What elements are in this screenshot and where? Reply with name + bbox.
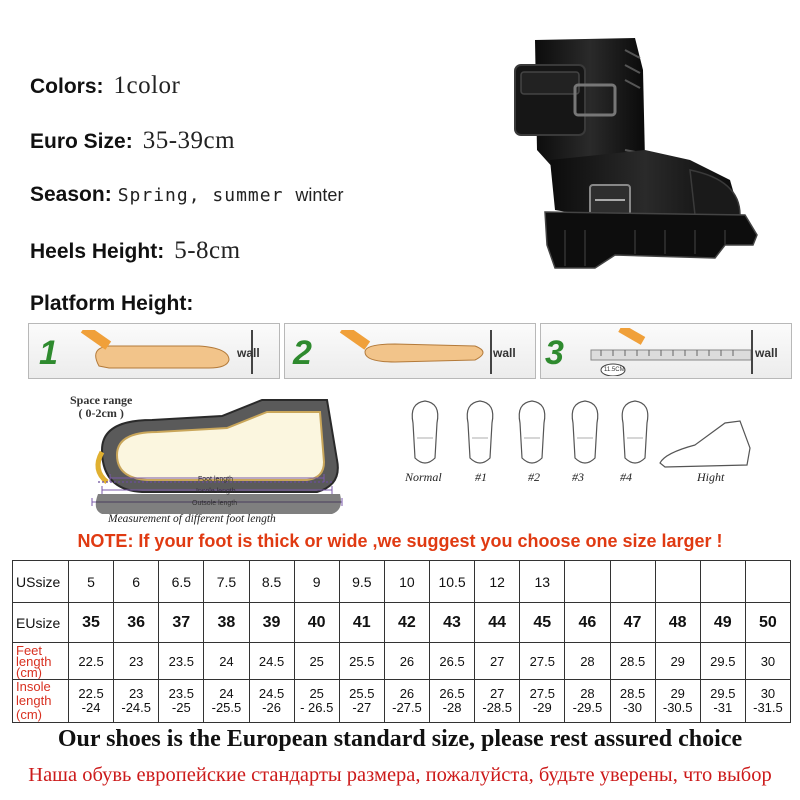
insole-length-min: 25 xyxy=(309,686,324,701)
euro-size-label: Euro Size: xyxy=(30,130,133,153)
insole-length-min: 24 xyxy=(219,686,234,701)
spec-euro-size xyxy=(30,127,235,155)
insole-length-cell xyxy=(745,680,790,723)
footer-russian: Наша обувь европейские стандарты размера, пожалуйста, будьте уверены, что выбор xyxy=(28,764,772,786)
foot-type-1: #1 xyxy=(475,470,487,484)
insole-length-max: -29.5 xyxy=(572,700,603,715)
us-size-cell: 9.5 xyxy=(339,561,384,603)
insole-length-cell xyxy=(159,680,204,723)
insole-length-min: 23.5 xyxy=(168,686,194,701)
eu-size-cell: 41 xyxy=(339,603,384,643)
eu-size-cell: 49 xyxy=(700,603,745,643)
feet-length-cell: 27.5 xyxy=(520,643,565,680)
step-3-wall-label: wall xyxy=(755,346,778,360)
insole-length-max: -24.5 xyxy=(121,700,151,715)
us-size-cell: 8.5 xyxy=(249,561,294,603)
us-size-cell xyxy=(655,561,700,603)
feet-length-cell: 24.5 xyxy=(249,643,294,680)
insole-length-max: -30 xyxy=(623,700,642,715)
spec-heels-height xyxy=(30,237,241,265)
insole-length-cell xyxy=(204,680,249,723)
insole-length-max: -28.5 xyxy=(482,700,512,715)
insole-length-cell xyxy=(249,680,294,723)
step-2-panel xyxy=(284,323,536,379)
space-range-title: Space range xyxy=(70,393,133,407)
insole-length-max: -25.5 xyxy=(211,700,242,715)
insole-length-min: 23 xyxy=(128,686,144,701)
euro-size-value: 35-39cm xyxy=(142,127,236,154)
insole-length-max: - 26.5 xyxy=(300,700,334,715)
foot-type-2: #2 xyxy=(528,470,540,484)
us-size-row xyxy=(13,561,791,603)
eu-size-cell: 39 xyxy=(249,603,294,643)
feet-length-cell: 23 xyxy=(114,643,159,680)
insole-length-cell xyxy=(294,680,339,723)
eu-size-cell: 45 xyxy=(520,603,565,643)
space-range-value: ( 0-2cm ) xyxy=(78,406,124,420)
eu-size-cell: 35 xyxy=(69,603,114,643)
insole-length-min: 28 xyxy=(580,686,595,701)
measurement-caption: Measurement of different foot length xyxy=(108,513,276,525)
us-size-cell: 10 xyxy=(384,561,429,603)
step-2-number: 2 xyxy=(293,334,312,372)
feet-length-label: Feet length (cm) xyxy=(13,643,69,680)
insole-length-max: -31 xyxy=(713,700,733,715)
feet-length-row xyxy=(13,643,791,680)
eu-size-cell: 46 xyxy=(565,603,610,643)
insole-length-max: -27.5 xyxy=(392,700,422,715)
feet-length-cell: 30 xyxy=(745,643,790,680)
eu-size-cell: 42 xyxy=(384,603,429,643)
step-1-number: 1 xyxy=(39,334,58,372)
insole-length-max: -31.5 xyxy=(753,700,783,715)
foot-length-label: Foot length xyxy=(198,476,234,483)
us-size-cell xyxy=(745,561,790,603)
size-chart-table xyxy=(12,560,791,723)
colors-value: 1color xyxy=(113,72,181,99)
us-size-cell: 10.5 xyxy=(430,561,475,603)
eu-size-cell: 38 xyxy=(204,603,249,643)
us-size-cell: 6 xyxy=(114,561,159,603)
eu-size-cell: 37 xyxy=(159,603,204,643)
spec-colors xyxy=(30,72,180,100)
season-value: Spring, summer xyxy=(117,185,284,206)
insole-length-min: 22.5 xyxy=(78,686,104,701)
insole-length-cell xyxy=(430,680,475,723)
space-range-label xyxy=(70,394,132,420)
insole-length-cell xyxy=(520,680,565,723)
insole-length-min: 26.5 xyxy=(439,686,465,701)
heels-height-value: 5-8cm xyxy=(174,237,241,264)
feet-length-cell: 29 xyxy=(655,643,700,680)
us-size-cell xyxy=(700,561,745,603)
feet-length-cell: 25 xyxy=(294,643,339,680)
us-size-cell: 12 xyxy=(475,561,520,603)
insole-length-label: Insole length (cm) xyxy=(13,680,69,723)
colors-label: Colors: xyxy=(30,75,104,98)
insole-length-min: 27 xyxy=(489,686,505,701)
foot-type-3: #3 xyxy=(572,470,584,484)
insole-length-min: 27.5 xyxy=(529,686,555,701)
insole-length-min: 25.5 xyxy=(349,686,375,701)
spec-season xyxy=(30,183,343,207)
feet-length-cell: 28 xyxy=(565,643,610,680)
step-1-wall-label: wall xyxy=(237,346,260,360)
feet-length-cell: 26 xyxy=(384,643,429,680)
feet-length-cell: 29.5 xyxy=(700,643,745,680)
insole-length-max: -29 xyxy=(532,700,552,715)
heels-height-label: Heels Height: xyxy=(30,240,165,263)
step-3-tag: 11.5CM xyxy=(604,367,625,373)
us-size-cell: 7.5 xyxy=(204,561,249,603)
eu-size-cell: 44 xyxy=(475,603,520,643)
eu-size-label: EUsize xyxy=(13,603,69,643)
us-size-label: USsize xyxy=(13,561,69,603)
insole-length-label: Insole length xyxy=(196,488,236,495)
foot-type-high: Hight xyxy=(697,470,725,484)
feet-length-cell: 24 xyxy=(204,643,249,680)
us-size-cell xyxy=(610,561,655,603)
insole-length-min: 30 xyxy=(760,686,776,701)
eu-size-cell: 40 xyxy=(294,603,339,643)
season-value-winter: winter xyxy=(295,185,344,205)
insole-length-min: 29.5 xyxy=(710,686,736,701)
step-2-wall-label: wall xyxy=(493,346,516,360)
feet-length-cell: 28.5 xyxy=(610,643,655,680)
eu-size-row xyxy=(13,603,791,643)
insole-length-max: -26 xyxy=(262,700,281,715)
insole-length-cell xyxy=(339,680,384,723)
step-3-number: 3 xyxy=(545,334,564,372)
us-size-cell: 5 xyxy=(69,561,114,603)
boot-product-image xyxy=(495,30,785,280)
foot-type-4: #4 xyxy=(620,470,632,484)
insole-length-min: 28.5 xyxy=(619,686,646,701)
foot-top-icon xyxy=(335,330,495,374)
insole-length-cell xyxy=(69,680,114,723)
season-label: Season: xyxy=(30,183,112,206)
insole-length-row xyxy=(13,680,791,723)
insole-length-cell xyxy=(565,680,610,723)
foot-type-normal: Normal xyxy=(405,470,442,484)
insole-length-max: -27 xyxy=(352,700,372,715)
insole-length-cell xyxy=(610,680,655,723)
feet-length-cell: 22.5 xyxy=(69,643,114,680)
wall-line xyxy=(751,330,753,374)
eu-size-cell: 47 xyxy=(610,603,655,643)
platform-height-label: Platform Height: xyxy=(30,292,194,315)
insole-length-max: -25 xyxy=(171,700,191,715)
feet-length-cell: 26.5 xyxy=(430,643,475,680)
insole-length-min: 24.5 xyxy=(258,686,285,701)
insole-length-min: 26 xyxy=(399,686,415,701)
insole-length-cell xyxy=(114,680,159,723)
feet-length-cell: 27 xyxy=(475,643,520,680)
us-size-cell: 13 xyxy=(520,561,565,603)
wall-line xyxy=(490,330,492,374)
us-size-cell xyxy=(565,561,610,603)
outsole-length-label: Outsole length xyxy=(192,500,238,507)
insole-length-cell xyxy=(475,680,520,723)
feet-length-cell: 25.5 xyxy=(339,643,384,680)
eu-size-cell: 48 xyxy=(655,603,700,643)
spec-platform-height xyxy=(30,292,193,316)
step-1-panel xyxy=(28,323,280,379)
insole-length-cell xyxy=(384,680,429,723)
insole-length-cell xyxy=(655,680,700,723)
eu-size-cell: 50 xyxy=(745,603,790,643)
us-size-cell: 9 xyxy=(294,561,339,603)
insole-length-cell xyxy=(700,680,745,723)
insole-length-max: -24 xyxy=(81,700,101,715)
feet-length-cell: 23.5 xyxy=(159,643,204,680)
insole-length-min: 29 xyxy=(670,686,685,701)
insole-length-max: -28 xyxy=(442,700,462,715)
eu-size-cell: 36 xyxy=(114,603,159,643)
us-size-cell: 6.5 xyxy=(159,561,204,603)
size-note: NOTE: If your foot is thick or wide ,we suggest you choose one size larger ! xyxy=(77,531,723,551)
step-3-panel xyxy=(540,323,792,379)
insole-length-max: -30.5 xyxy=(662,700,693,715)
footer-english: Our shoes is the European standard size, please rest assured choice xyxy=(57,726,743,752)
foot-outline-icon xyxy=(79,330,239,374)
eu-size-cell: 43 xyxy=(430,603,475,643)
